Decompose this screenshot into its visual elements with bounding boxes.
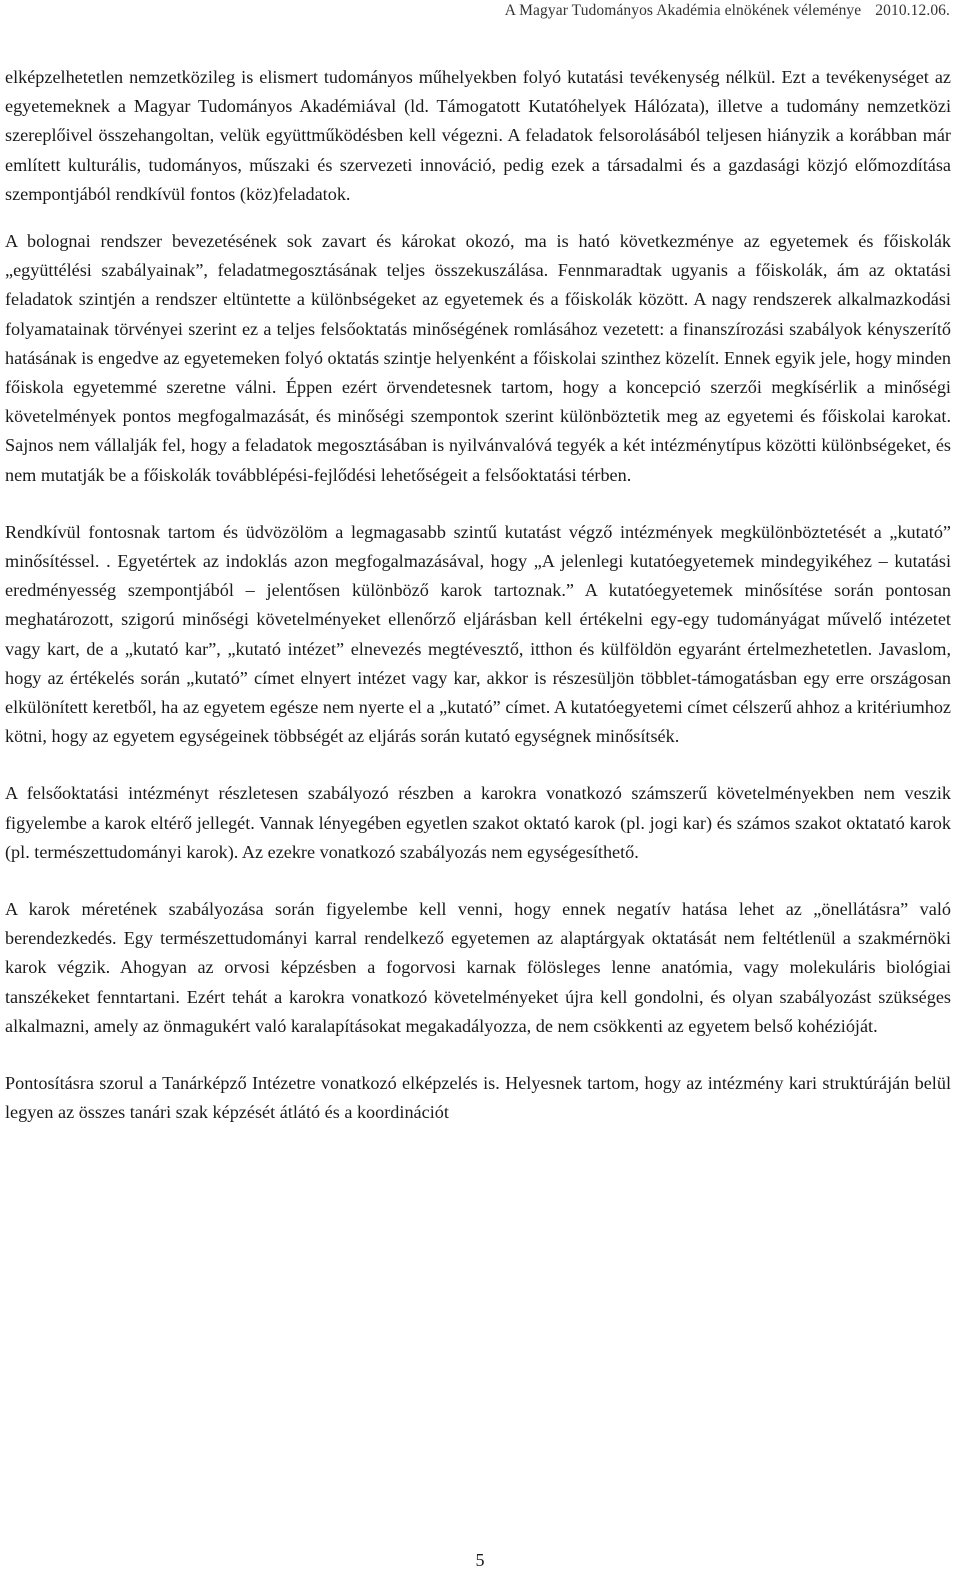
paragraph: elképzelhetetlen nemzetközileg is elismert tudományos műhelyekben folyó kutatási tevékenység nélkül. Ezt a tevékenységet az egyetemeknek a Magyar Tudományos Akadémiával (ld. Támogatott Kutatóhelyek Hálózata), illetve a tudomány nemzetközi szereplőivel összehangoltan, velük együttműködésben kell végezni. A feladatok felsorolásából teljesen hiányzik a korábban már említett kulturális, tudományos, műszaki és szervezeti innováció, pedig ezek a társadalmi és a gazdasági közjó előmozdítása szempontjából rendkívül fontos (köz)feladatok. <box>5 67 951 204</box>
page-number: 5 <box>475 1550 485 1570</box>
paragraph: A bolognai rendszer bevezetésének sok zavart és károkat okozó, ma is ható következménye az egyetemek és főiskolák „együttélési szabályainak”, feladatmegosztásának teljes összekuszálása. Fennmaradtak ugyanis a főiskolák, ám az oktatási feladatok szintjén a rendszer eltüntette a különbségeket az egyetemek és a főiskolák között. A nagy rendszerek alkalmazkodási folyamatainak törvényei szerint ez a teljes felsőoktatás minőségének romlásához vezetett: a finanszírozási szabályok kényszerítő hatásának is engedve az egyetemeken folyó oktatás szintje helyenként a főiskolai szinthez közelít. Ennek egyik jele, hogy minden főiskola egyetemmé szeretne válni. Éppen ezért örvendetesnek tartom, hogy a koncepció szerzői megkísérlik a minőségi követelmények pontos megfogalmazását, és minőségi szempontok szerint különböztetik meg az egyetemi és főiskolai karokat. Sajnos nem vállalják fel, hogy a feladatok megosztásában is nyilvánvalóvá tegyék a két intézménytípus közötti különbségeket, és nem mutatják be a főiskolák továbblépési-fejlődési lehetőségeit a felsőoktatási térben. <box>5 231 951 485</box>
paragraph: Rendkívül fontosnak tartom és üdvözölöm a legmagasabb szintű kutatást végző intézmények megkülönböztetését a „kutató” minősítéssel. . Egyetértek az indoklás azon megfogalmazásával, hogy „A jelenlegi kutatóegyetemek mindegyikéhez – kutatási eredményesség szempontjából – jelentősen különböző karok tartoznak.” A kutatóegyetemek minősítése során pontosan meghatározott, szigorú minőségi követelményeket ellenőrző eljárásban kell értékelni egy-egy tudományágat művelő intézetet vagy kart, de a „kutató kar”, „kutató intézet” elnevezés megtévesztő, itthon és külföldön egyaránt értelmezhetetlen. Javaslom, hogy az értékelés során „kutató” címet elnyert intézet vagy kar, akkor is részesüljön többlet-támogatásban egy erre országosan elkülönített keretből, ha az egyetem egésze nem nyerte el a „kutató” címet. A kutatóegyetemi címet célszerű ahhoz a kritériumhoz kötni, hogy az egyetem egységeinek többségét az eljárás során kutató egységnek minősítsék. <box>5 521 951 747</box>
paragraph: A felsőoktatási intézményt részletesen szabályozó részben a karokra vonatkozó számszerű követelményekben nem veszik figyelembe a karok eltérő jellegét. Vannak lényegében egyetlen szakot oktató karok (pl. jogi kar) és számos szakot oktatató karok (pl. természettudományi karok). Az ezekre vonatkozó szabályozás nem egységesíthető. <box>5 783 951 862</box>
paragraph: Pontosításra szorul a Tanárképző Intézetre vonatkozó elképzelés is. Helyesnek tartom, hogy az intézmény kari struktúráján belül legyen az összes tanári szak képzését átlátó és a koordinációt <box>5 1073 951 1123</box>
body-text <box>5 63 951 1156</box>
running-header <box>505 2 950 20</box>
paragraph: A karok méretének szabályozása során figyelembe kell venni, hogy ennek negatív hatása lehet az „önellátásra” való berendezkedés. Egy természettudományi karral rendelkező egyetemen az alaptárgyak oktatását nem feltétlenül a szakmérnöki karok végzik. Ahogyan az orvosi képzésben a fogorvosi karnak fölösleges lenne anatómia, vagy molekuláris biológiai tanszékeket fenntartani. Ezért tehát a karokra vonatkozó követelményeket újra kell gondolni, és olyan szabályozást szükséges alkalmazni, amely az önmagukért való karalapításokat megakadályozza, de nem csökkenti az egyetem belső kohézióját. <box>5 899 951 1036</box>
header-title: A Magyar Tudományos Akadémia elnökének véleménye <box>504 2 862 19</box>
header-date: 2010.12.06. <box>875 2 950 19</box>
